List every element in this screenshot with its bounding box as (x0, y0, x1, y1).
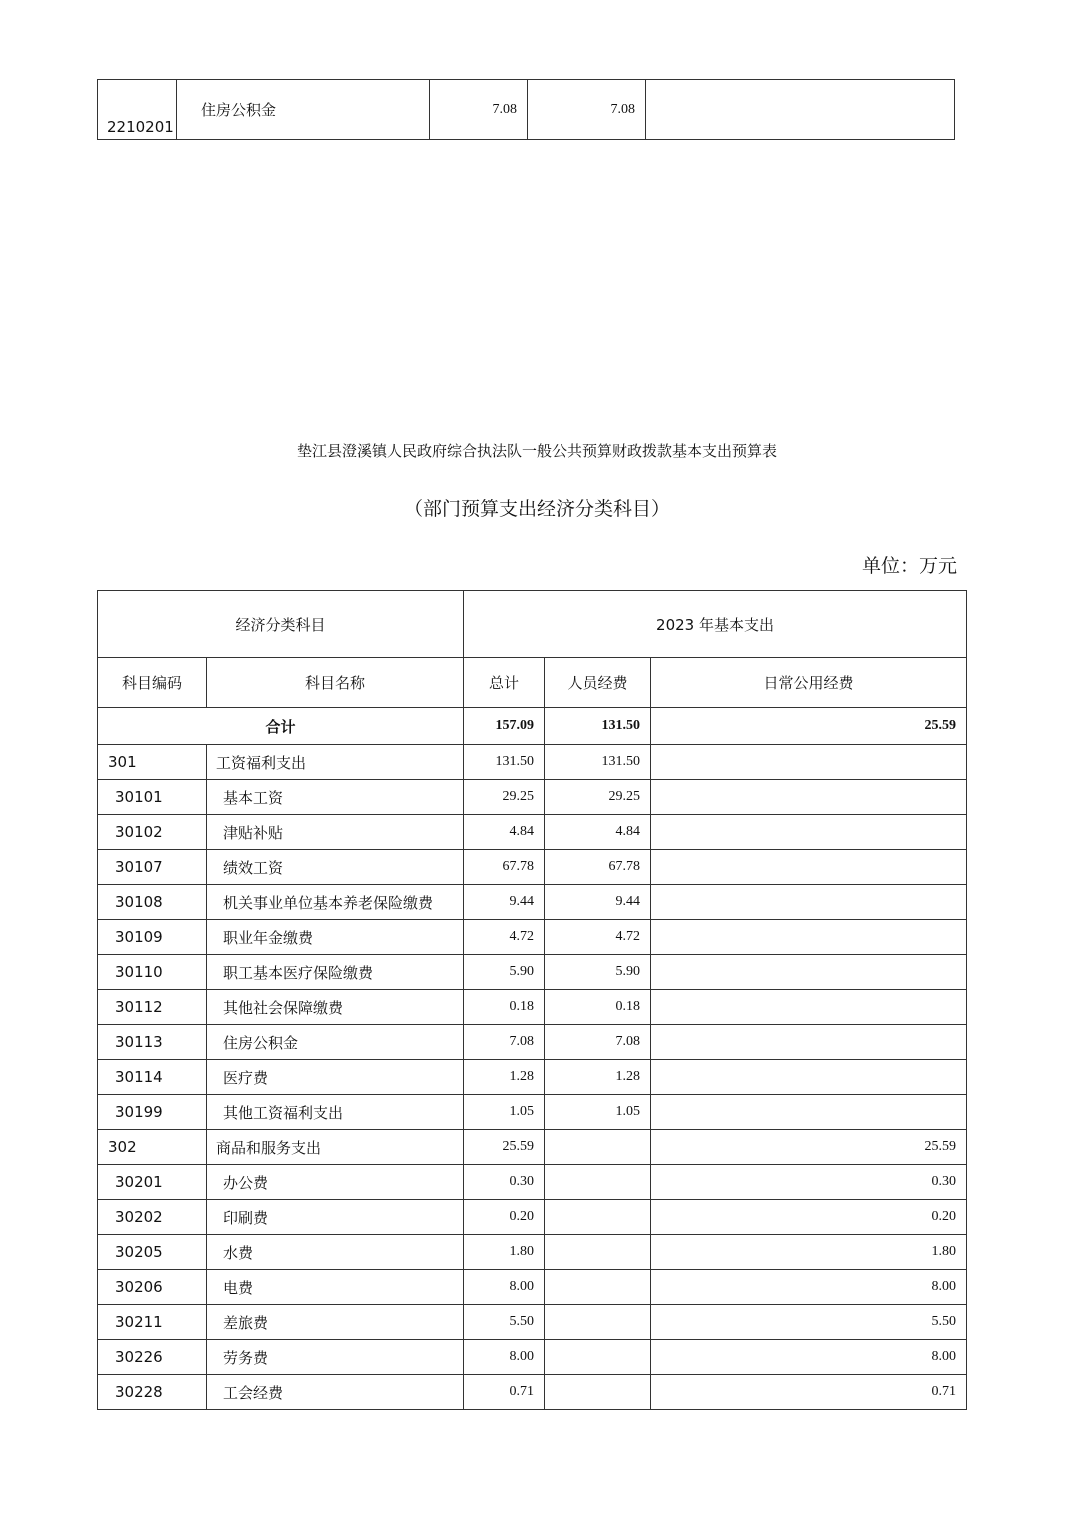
row-total: 131.50 (464, 745, 545, 780)
table-row (98, 780, 967, 815)
row-public: 8.00 (651, 1340, 967, 1375)
row-name: 办公费 (207, 1165, 464, 1200)
header-row-group (98, 591, 967, 658)
row-code: 302 (98, 1130, 207, 1165)
row-code: 30101 (98, 780, 207, 815)
row-total: 7.08 (464, 1025, 545, 1060)
table-row (98, 1095, 967, 1130)
row-name: 其他社会保障缴费 (207, 990, 464, 1025)
row-total: 7.08 (430, 80, 528, 140)
budget-table (97, 590, 967, 1410)
row-code: 30108 (98, 885, 207, 920)
table-row (98, 1200, 967, 1235)
row-public (651, 745, 967, 780)
row-name: 水费 (207, 1235, 464, 1270)
row-name: 商品和服务支出 (207, 1130, 464, 1165)
row-name: 劳务费 (207, 1340, 464, 1375)
row-personnel: 5.90 (545, 955, 651, 990)
row-public (651, 1025, 967, 1060)
row-code: 30114 (98, 1060, 207, 1095)
row-code: 30109 (98, 920, 207, 955)
header-code: 科目编码 (98, 658, 207, 708)
row-personnel (545, 1375, 651, 1410)
row-total: 1.28 (464, 1060, 545, 1095)
row-public (651, 920, 967, 955)
row-total: 8.00 (464, 1340, 545, 1375)
row-name: 机关事业单位基本养老保险缴费 (207, 885, 464, 920)
table-row (98, 745, 967, 780)
row-code: 30205 (98, 1235, 207, 1270)
row-total: 0.71 (464, 1375, 545, 1410)
row-name: 绩效工资 (207, 850, 464, 885)
row-code: 30199 (98, 1095, 207, 1130)
header-personnel: 人员经费 (545, 658, 651, 708)
table-row (98, 955, 967, 990)
table-row (98, 920, 967, 955)
row-public: 8.00 (651, 1270, 967, 1305)
row-public (651, 815, 967, 850)
row-total: 1.05 (464, 1095, 545, 1130)
row-total: 8.00 (464, 1270, 545, 1305)
row-name: 工会经费 (207, 1375, 464, 1410)
row-code: 301 (98, 745, 207, 780)
table-row (98, 1165, 967, 1200)
row-code: 30226 (98, 1340, 207, 1375)
header-econ-category: 经济分类科目 (98, 591, 464, 658)
table-row (98, 1305, 967, 1340)
row-personnel: 131.50 (545, 745, 651, 780)
totals-total: 157.09 (464, 708, 545, 745)
row-public (651, 1060, 967, 1095)
row-name: 住房公积金 (177, 80, 430, 140)
row-personnel (545, 1270, 651, 1305)
row-total: 5.90 (464, 955, 545, 990)
row-public: 1.80 (651, 1235, 967, 1270)
row-total: 0.18 (464, 990, 545, 1025)
row-public: 0.20 (651, 1200, 967, 1235)
row-personnel (545, 1130, 651, 1165)
row-name: 职工基本医疗保险缴费 (207, 955, 464, 990)
row-public: 0.71 (651, 1375, 967, 1410)
row-public (651, 1095, 967, 1130)
table-row (98, 850, 967, 885)
row-code: 30201 (98, 1165, 207, 1200)
table-body (98, 745, 967, 1410)
table-row (98, 1130, 967, 1165)
row-name: 职业年金缴费 (207, 920, 464, 955)
unit-label: 单位：万元 (861, 555, 957, 577)
row-personnel: 0.18 (545, 990, 651, 1025)
row-personnel: 4.72 (545, 920, 651, 955)
row-public: 5.50 (651, 1305, 967, 1340)
row-personnel (545, 1340, 651, 1375)
row-code: 30206 (98, 1270, 207, 1305)
row-public (651, 780, 967, 815)
row-name: 住房公积金 (207, 1025, 464, 1060)
table-row (98, 1235, 967, 1270)
row-public (651, 955, 967, 990)
table-row (98, 80, 955, 140)
row-code: 30102 (98, 815, 207, 850)
row-code: 30211 (98, 1305, 207, 1340)
header-row-columns (98, 658, 967, 708)
totals-personnel: 131.50 (545, 708, 651, 745)
row-total: 67.78 (464, 850, 545, 885)
table-row (98, 885, 967, 920)
row-name: 基本工资 (207, 780, 464, 815)
row-public (646, 80, 955, 140)
row-code: 30113 (98, 1025, 207, 1060)
table-row (98, 1375, 967, 1410)
totals-label: 合计 (98, 708, 464, 745)
table-row (98, 1060, 967, 1095)
row-total: 29.25 (464, 780, 545, 815)
row-total: 25.59 (464, 1130, 545, 1165)
row-public: 0.30 (651, 1165, 967, 1200)
header-public: 日常公用经费 (651, 658, 967, 708)
row-code: 30112 (98, 990, 207, 1025)
row-code: 30228 (98, 1375, 207, 1410)
row-personnel (545, 1200, 651, 1235)
table-row (98, 1025, 967, 1060)
row-total: 1.80 (464, 1235, 545, 1270)
row-name: 印刷费 (207, 1200, 464, 1235)
row-code: 30107 (98, 850, 207, 885)
row-personnel: 1.28 (545, 1060, 651, 1095)
totals-public: 25.59 (651, 708, 967, 745)
row-personnel: 67.78 (545, 850, 651, 885)
row-public (651, 885, 967, 920)
row-name: 工资福利支出 (207, 745, 464, 780)
header-basic-expenditure: 2023 年基本支出 (464, 591, 967, 658)
row-personnel: 9.44 (545, 885, 651, 920)
table-row (98, 990, 967, 1025)
page-subtitle: （部门预算支出经济分类科目） (403, 498, 670, 520)
row-personnel: 1.05 (545, 1095, 651, 1130)
row-code: 30110 (98, 955, 207, 990)
row-personnel: 7.08 (545, 1025, 651, 1060)
row-personnel: 7.08 (528, 80, 646, 140)
row-code: 2210201 (98, 80, 177, 140)
header-name: 科目名称 (207, 658, 464, 708)
row-total: 4.84 (464, 815, 545, 850)
row-code: 30202 (98, 1200, 207, 1235)
row-name: 电费 (207, 1270, 464, 1305)
row-public (651, 850, 967, 885)
table-row (98, 815, 967, 850)
row-personnel (545, 1165, 651, 1200)
header-total: 总计 (464, 658, 545, 708)
row-public (651, 990, 967, 1025)
row-total: 0.20 (464, 1200, 545, 1235)
page-title: 垫江县澄溪镇人民政府综合执法队一般公共预算财政拨款基本支出预算表 (296, 442, 777, 460)
table-row (98, 1340, 967, 1375)
table-row (98, 1270, 967, 1305)
row-personnel: 29.25 (545, 780, 651, 815)
row-personnel (545, 1305, 651, 1340)
row-total: 9.44 (464, 885, 545, 920)
row-personnel (545, 1235, 651, 1270)
row-name: 津贴补贴 (207, 815, 464, 850)
row-public: 25.59 (651, 1130, 967, 1165)
row-total: 0.30 (464, 1165, 545, 1200)
row-total: 4.72 (464, 920, 545, 955)
row-name: 差旅费 (207, 1305, 464, 1340)
row-total: 5.50 (464, 1305, 545, 1340)
previous-table-fragment (97, 79, 955, 140)
totals-row (98, 708, 967, 745)
row-name: 其他工资福利支出 (207, 1095, 464, 1130)
row-personnel: 4.84 (545, 815, 651, 850)
row-name: 医疗费 (207, 1060, 464, 1095)
